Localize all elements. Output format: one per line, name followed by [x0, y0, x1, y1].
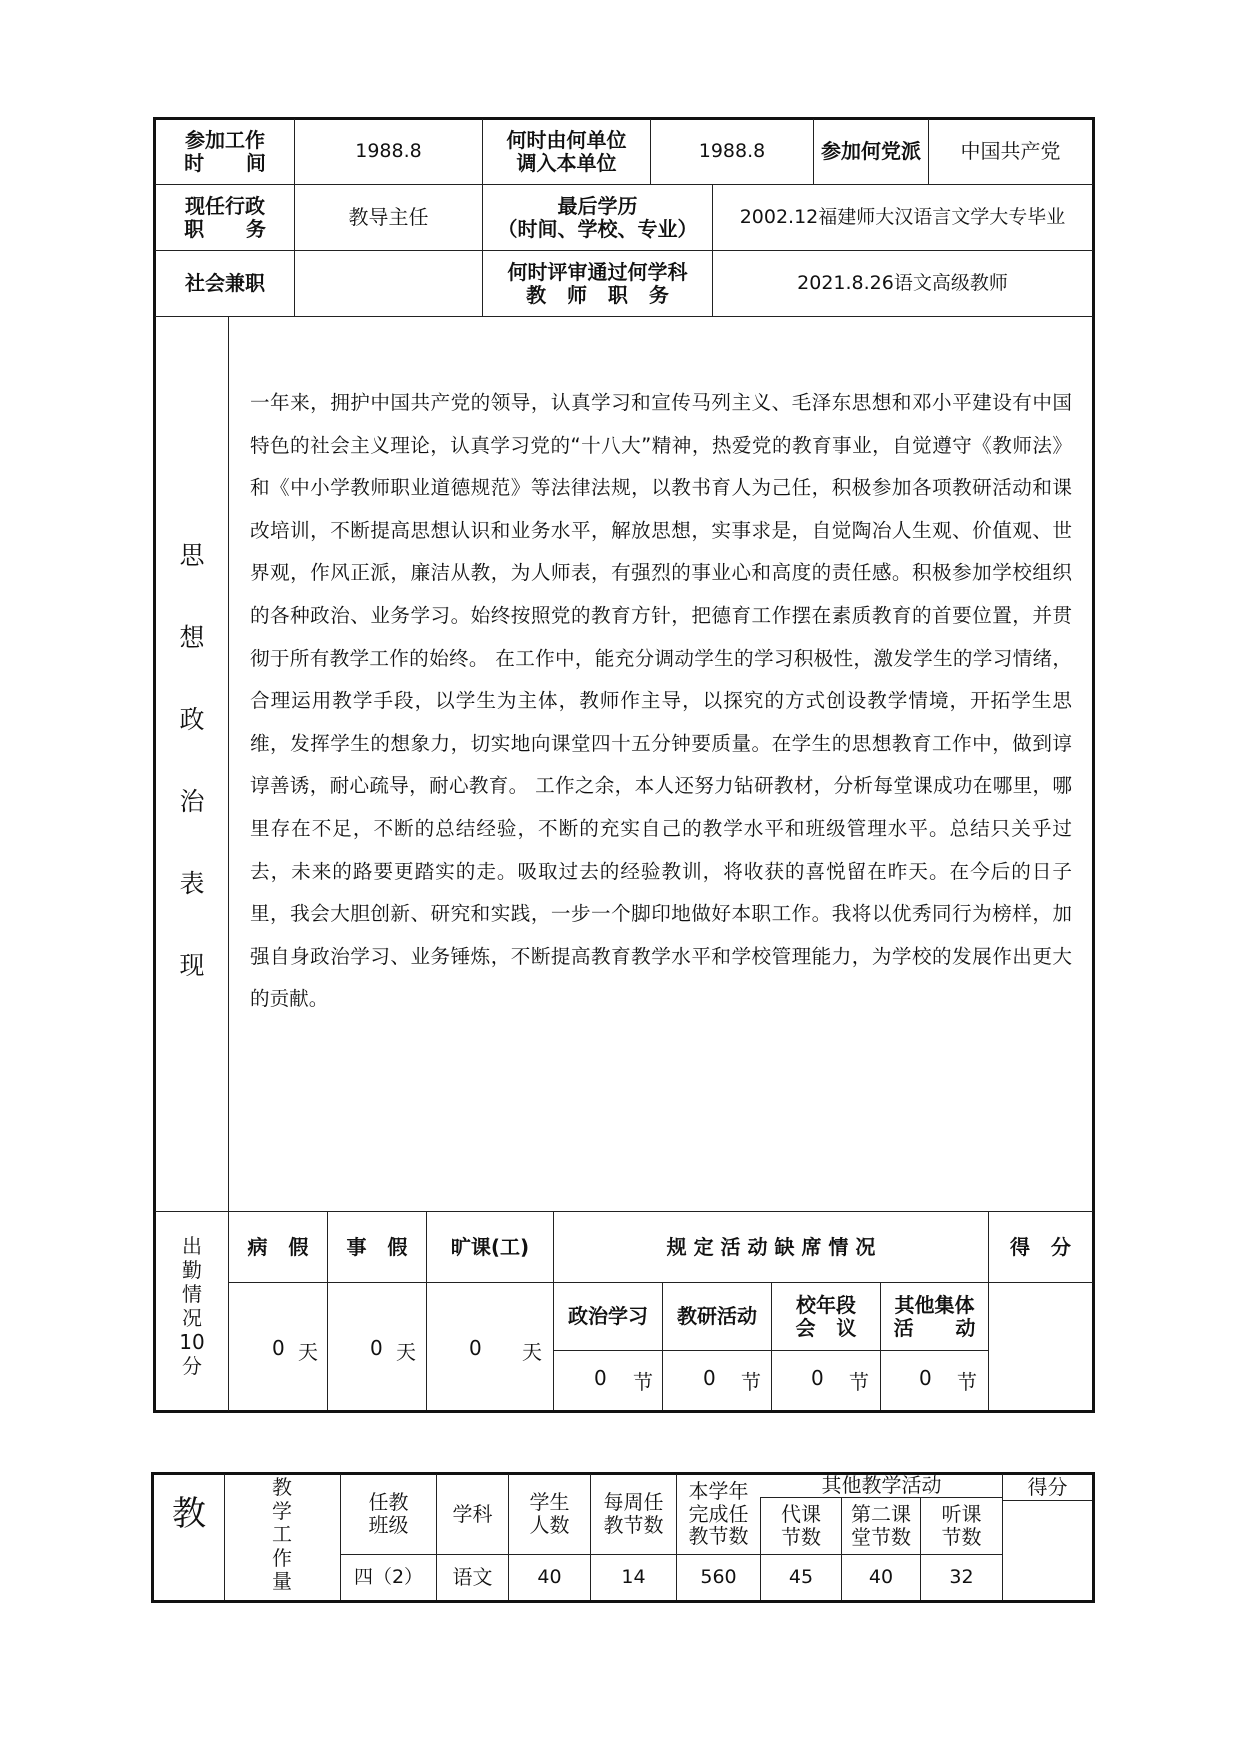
political-label-char: 政 — [179, 705, 205, 734]
workload-label-char: 学 — [272, 1498, 292, 1523]
class-header: 任教 班级 — [368, 1490, 409, 1537]
other-activities-header: 其他教学活动 — [821, 1473, 942, 1497]
score-header-bottom: 得分 — [1027, 1474, 1068, 1499]
second-class-value: 40 — [868, 1565, 894, 1588]
activity-absence-header: 规 定 活 动 缺 席 情 况 — [666, 1234, 876, 1259]
attendance-label-char: 分 — [182, 1354, 202, 1378]
label-transfer: 何时由何单位 调入本单位 — [506, 127, 627, 175]
position-value: 教导主任 — [348, 205, 429, 229]
weekly-periods-header: 每周任 教节数 — [603, 1490, 664, 1537]
work-start-value: 1988.8 — [355, 139, 422, 162]
subject-header: 学科 — [452, 1501, 493, 1526]
attendance-label-char: 勤 — [182, 1258, 202, 1282]
period-unit: 节 — [741, 1370, 761, 1394]
students-value: 40 — [537, 1565, 562, 1588]
label-teacher-title: 何时评审通过何学科 教 师 职 务 — [507, 259, 688, 307]
absence-unit: 天 — [522, 1340, 542, 1364]
listen-value: 32 — [949, 1565, 974, 1588]
attendance-label — [156, 1234, 228, 1378]
label-party: 参加何党派 — [821, 139, 921, 163]
teaching-big-label: 教 — [172, 1494, 206, 1535]
political-label-char: 想 — [179, 623, 205, 652]
workload-label-char: 教 — [272, 1475, 292, 1499]
period-unit: 节 — [849, 1370, 869, 1394]
education-value: 2002.12福建师大汉语言文学大专毕业 — [739, 205, 1066, 228]
attendance-score-value — [989, 1283, 1092, 1410]
period-unit: 节 — [957, 1370, 977, 1394]
political-study-header: 政治学习 — [568, 1304, 648, 1328]
label-work-start: 参加工作 时 间 — [184, 127, 266, 175]
grade-meeting-header: 校年段 会 议 — [795, 1292, 857, 1340]
label-education: 最后学历 （时间、学校、专业） — [497, 193, 698, 241]
attendance-label-char: 情 — [182, 1282, 202, 1306]
right-border — [1092, 117, 1095, 1413]
weekly-periods-value: 14 — [621, 1565, 646, 1588]
research-activity-value: 0 — [703, 1366, 716, 1390]
label-social: 社会兼职 — [185, 271, 265, 295]
workload-label — [240, 1476, 324, 1594]
sick-leave-header: 病 假 — [247, 1234, 309, 1259]
year-total-header: 本学年 完成任 教节数 — [688, 1479, 749, 1549]
political-label-char: 现 — [179, 951, 205, 980]
absence-value: 0 — [469, 1336, 482, 1360]
party-value: 中国共产党 — [960, 139, 1061, 163]
workload-label-char: 量 — [272, 1569, 292, 1593]
sick-leave-value: 0 — [272, 1336, 285, 1360]
subject-value: 语文 — [452, 1565, 493, 1589]
grade-meeting-value: 0 — [811, 1366, 824, 1390]
sick-leave-unit: 天 — [298, 1340, 318, 1364]
listen-header: 听课 节数 — [941, 1502, 982, 1549]
bottom-border — [153, 1410, 1095, 1413]
substitute-value: 45 — [788, 1565, 814, 1588]
attendance-label-char: 出 — [182, 1234, 202, 1258]
other-activity-value: 0 — [919, 1366, 932, 1390]
attendance-label-char: 况 — [182, 1306, 202, 1330]
research-activity-header: 教研活动 — [677, 1304, 757, 1328]
transfer-value: 1988.8 — [698, 139, 766, 162]
political-label — [156, 536, 228, 1028]
workload-label-char: 作 — [272, 1545, 292, 1570]
score-value-bottom — [1003, 1501, 1092, 1600]
political-label-char: 思 — [179, 541, 205, 570]
personal-leave-value: 0 — [370, 1336, 383, 1360]
students-header: 学生 人数 — [529, 1490, 570, 1537]
workload-label-char: 工 — [272, 1522, 292, 1546]
second-class-header: 第二课 堂节数 — [851, 1502, 911, 1549]
attendance-label-char: 10 — [179, 1330, 205, 1354]
class-value: 四（2） — [353, 1565, 424, 1588]
political-study-value: 0 — [594, 1366, 607, 1390]
score-header: 得 分 — [1010, 1234, 1071, 1259]
social-value — [295, 251, 482, 316]
absence-header: 旷课(工) — [450, 1234, 530, 1259]
political-text: 一年来，拥护中国共产党的领导，认真学习和宣传马列主义、毛泽东思想和邓小平建设有中国特色的社会主义理论，认真学习党的“十八大”精神，热爱党的教育事业，自觉遵守《教师法》和《中小学教师职业道德规范》等法律法规，以教书育人为己任，积极参加各项教研活动和课改培训，不断提高思想认识和业务水平，解放思想，实事求是，自觉陶冶人生观、价值观、世界观，作风正派，廉洁从教，为人师表，有强烈的事业心和高度的责任感。积极参加学校组织的各种政治、业务学习。始终按照党的教育方针，把德育工作摆在素质教育的首要位置，并贯彻于所有教学工作的始终。 在工作中，能充分调动学生的学习积极性，激发学生的学习情绪，合理运用教学手段，以学生为主体，教师作主导，以探究的方式创设教学情境，开拓学生思维，发挥学生的想象力，切实地向课堂四十五分钟要质量。在学生的思想教育工作中，做到谆谆善诱，耐心疏导，耐心教育。 工作之余，本人还努力钻研教材，分析每堂课成功在哪里，哪里存在不足，不断的总结经验，不断的充实自己的教学水平和班级管理水平。总结只关乎过去，未来的路要更踏实的走。吸取过去的经验教训，将收获的喜悦留在昨天。在今后的日子里，我会大胆创新、研究和实践，一步一个脚印地做好本职工作。我将以优秀同行为榜样，加强自身政治学习、业务锤炼，不断提高教育教学水平和学校管理能力，为学校的发展作出更大的贡献。 — [250, 391, 1072, 1011]
period-unit: 节 — [633, 1370, 653, 1394]
political-label-char: 表 — [179, 869, 205, 898]
other-activity-header: 其他集体 活 动 — [893, 1292, 976, 1340]
label-position: 现任行政 职 务 — [184, 193, 266, 241]
personal-leave-unit: 天 — [396, 1340, 416, 1364]
substitute-header: 代课 节数 — [781, 1502, 821, 1549]
year-total-value: 560 — [700, 1565, 737, 1588]
teacher-title-value: 2021.8.26语文高级教师 — [797, 271, 1008, 294]
political-label-char: 治 — [179, 787, 205, 816]
personal-leave-header: 事 假 — [346, 1234, 408, 1259]
